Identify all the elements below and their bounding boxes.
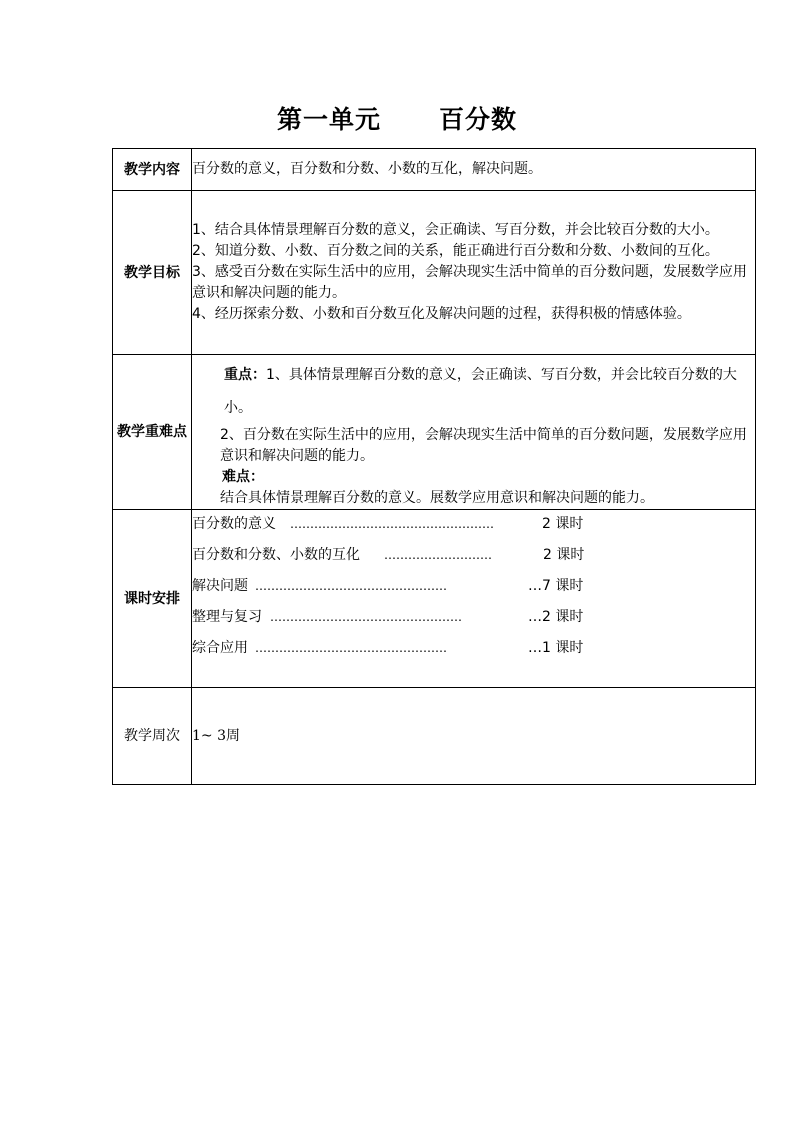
schedule-item-hours: …2 课时 (528, 609, 584, 625)
label-schedule: 课时安排 (113, 510, 192, 688)
schedule-item-name: 百分数和分数、小数的互化 (192, 547, 360, 563)
label-weeks: 教学周次 (113, 688, 192, 785)
schedule-item-hours: 2 课时 (543, 547, 585, 563)
table-row-schedule (113, 510, 756, 688)
schedule-item-dots: ………………………………………… (270, 610, 462, 624)
key-point-1-text: 1、具体情景理解百分数的意义，会正确读、写百分数，并会比较百分数的大小。 (224, 367, 737, 416)
schedule-item-hours: 2 课时 (542, 516, 584, 532)
difficulty-head: 难点： (222, 469, 264, 485)
page-title (0, 100, 794, 136)
content-text: 百分数的意义，百分数和分数、小数的互化，解决问题。 (192, 149, 756, 191)
difficulty-text: 结合具体情景理解百分数的意义。展数学应用意识和解决问题的能力。 (220, 490, 654, 506)
schedule-item-hours: …7 课时 (528, 578, 584, 594)
schedule-item (192, 545, 755, 576)
table-row-focus (113, 355, 756, 510)
schedule-item (192, 514, 755, 545)
goals-cell (192, 191, 756, 355)
schedule-item-name: 综合应用 (192, 640, 248, 656)
schedule-list (192, 510, 755, 669)
schedule-item-dots: ……………………… (384, 548, 492, 562)
key-point-1 (192, 359, 755, 425)
lesson-plan-table (112, 148, 756, 785)
label-focus: 教学重难点 (113, 355, 192, 510)
goal-item: 4、经历探索分数、小数和百分数互化及解决问题的过程，获得积极的情感体验。 (192, 306, 691, 322)
schedule-item-dots: ………………………………………… (255, 641, 447, 655)
topic-title: 百分数 (439, 105, 518, 134)
schedule-item (192, 607, 755, 638)
schedule-item-hours: …1 课时 (528, 640, 584, 656)
key-point-head: 重点： (224, 367, 266, 383)
schedule-cell (192, 510, 756, 688)
goal-item: 2、知道分数、小数、百分数之间的关系，能正确进行百分数和分数、小数间的互化。 (192, 243, 719, 259)
unit-title: 第一单元 (276, 105, 381, 134)
schedule-item-dots: …………………………………………… (290, 517, 494, 531)
schedule-item-name: 解决问题 (192, 578, 248, 594)
schedule-item-dots: ………………………………………… (255, 579, 447, 593)
label-content: 教学内容 (113, 149, 192, 191)
schedule-item (192, 638, 755, 669)
schedule-item (192, 576, 755, 607)
goal-item: 1、结合具体情景理解百分数的意义，会正确读、写百分数，并会比较百分数的大小。 (192, 222, 719, 238)
label-goals: 教学目标 (113, 191, 192, 355)
table-row-goals (113, 191, 756, 355)
weeks-text: 1~ 3周 (192, 688, 756, 785)
focus-cell (192, 355, 756, 510)
table-row-content (113, 149, 756, 191)
key-point-2: 2、百分数在实际生活中的应用，会解决现实生活中简单的百分数问题，发展数学应用意识和解决问题的能力。 (220, 427, 747, 464)
table-row-weeks (113, 688, 756, 785)
goal-item: 3、感受百分数在实际生活中的应用，会解决现实生活中简单的百分数问题，发展数学应用意识和解决问题的能力。 (192, 264, 747, 301)
schedule-item-name: 整理与复习 (192, 609, 262, 625)
schedule-item-name: 百分数的意义 (192, 516, 276, 532)
